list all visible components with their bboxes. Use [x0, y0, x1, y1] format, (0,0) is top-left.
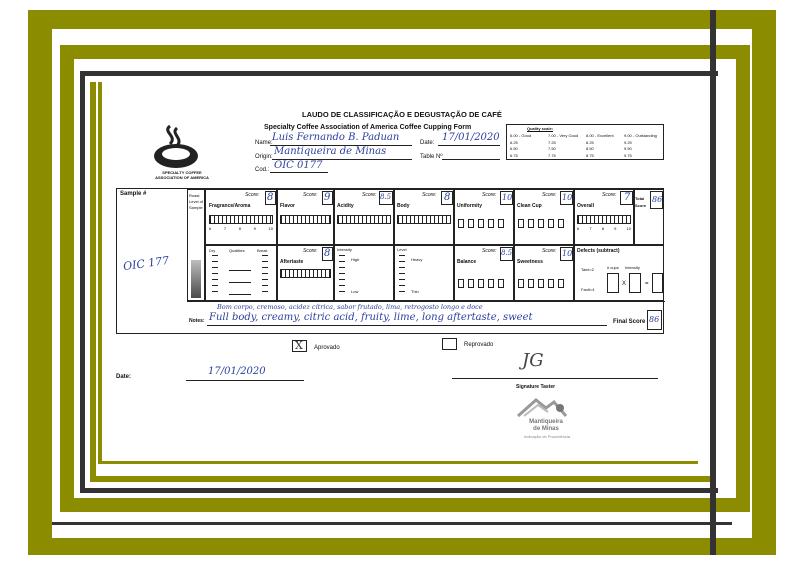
final-score-label: Final Score	[613, 319, 646, 325]
overall-label: Overall	[577, 203, 594, 209]
heavy-label: Heavy	[411, 257, 423, 262]
roast-label: Roast Level of Sample	[189, 193, 204, 210]
acidity-ruler	[337, 215, 391, 224]
dry-label: Dry	[209, 248, 216, 253]
balance-score: 8.5	[500, 247, 513, 261]
quality-scale	[506, 124, 664, 160]
thin-label: Thin	[411, 289, 419, 294]
date-line-top	[438, 145, 500, 146]
sweetness-label: Sweetness	[517, 259, 543, 265]
flavor-score: 9	[322, 191, 333, 205]
rejected-checkbox[interactable]	[442, 338, 457, 350]
quality-scale-cell: 7.50	[548, 146, 556, 151]
rejected-label: Reprovado	[464, 342, 494, 348]
quality-scale-cell: 9.25	[624, 139, 632, 145]
overall-score: 7	[620, 191, 633, 205]
form-title: LAUDO DE CLASSIFICAÇÃO E DEGUSTAÇÃO DE CAFÉ	[302, 110, 502, 119]
score-sheet	[116, 188, 664, 334]
quality-scale-cell: 6.25	[510, 139, 518, 145]
cups-label: # cups	[607, 265, 619, 270]
equals-sign: =	[645, 281, 649, 287]
overall-ruler	[577, 215, 631, 224]
quality-scale-cell: 8.75	[586, 152, 594, 158]
quality-scale-cell: 6.50	[510, 146, 518, 151]
break-label: Break	[257, 248, 268, 253]
signature-label: Signature Taster	[516, 384, 556, 390]
origin-value: Mantiqueira de Minas	[274, 146, 387, 157]
aftertaste-score-label: Score:	[303, 248, 318, 254]
roast-level	[187, 189, 205, 301]
uniformity-score: 10	[500, 191, 513, 205]
sweetness-score: 10	[560, 247, 573, 261]
cod-line	[270, 172, 328, 173]
fragrance-score-label: Score:	[245, 192, 260, 198]
taint-label: Taint=2	[581, 267, 595, 272]
approved-label: Aprovado	[314, 345, 340, 351]
date-value-bottom: 17/01/2020	[208, 366, 266, 377]
quality-scale-cell: 7.75	[548, 152, 556, 158]
date-line-bottom	[186, 380, 304, 381]
brand-tag: Indicação de Procedência	[524, 434, 571, 439]
body-label: Body	[397, 203, 410, 209]
fragrance-ruler	[209, 215, 273, 224]
dry-scale	[212, 255, 218, 295]
mountain-logo-icon	[516, 396, 568, 418]
level-label: Level	[397, 247, 407, 252]
date-label-bottom: Date:	[116, 374, 132, 380]
notes-line2: Full body, creamy, citric acid, fruity, lime, long aftertaste, sweet	[209, 312, 533, 323]
quality-scale-cell: 8.50	[586, 146, 594, 151]
body-ruler	[397, 215, 451, 224]
times-sign: X	[622, 281, 627, 287]
table-line	[442, 159, 500, 160]
flavor-score-label: Score:	[303, 192, 318, 198]
date-label-top: Date:	[420, 140, 435, 146]
fragrance-score: 8	[265, 191, 276, 205]
clean-cup-label: Clean Cup	[517, 203, 542, 209]
quality-scale-title: Quality scale:	[527, 126, 554, 131]
acidity-score-label: Score:	[362, 192, 377, 198]
balance-score-label: Score:	[482, 248, 497, 254]
clean-cup-score: 10	[560, 191, 573, 205]
body-score: 8	[441, 191, 453, 205]
total-label: Total Score	[635, 196, 647, 208]
quality-scale-cell: 9.75	[624, 152, 632, 158]
clean-cup-score-label: Score:	[542, 192, 557, 198]
quality-scale-cell: 8.25	[586, 139, 594, 145]
logo-text: SPECIALTY COFFEE ASSOCIATION OF AMERICA	[155, 170, 209, 180]
qualities-lines	[229, 259, 251, 295]
quality-scale-cell: 7.00 - Very Good	[548, 133, 579, 138]
quality-scale-cell: 6.00 - Good	[510, 133, 532, 138]
quality-scale-cell: 9.50	[624, 146, 632, 151]
cod-value: OIC 0177	[274, 160, 323, 171]
signature-scribble: JG	[522, 350, 544, 371]
brand-name: Mantiqueira de Minas	[529, 419, 563, 432]
intensity-scale	[339, 255, 345, 295]
final-score: 86	[647, 310, 662, 330]
sweetness-score-label: Score:	[542, 248, 557, 254]
quality-scale-cell: 9.00 - Outstanding	[624, 133, 657, 138]
cod-label: Cod.:	[255, 167, 270, 173]
acidity-label: Acidity	[337, 203, 354, 209]
balance-label: Balance	[457, 259, 477, 265]
defects-label: Defects (subtract)	[577, 248, 620, 254]
intensity-input[interactable]	[629, 273, 641, 293]
body-score-label: Score:	[422, 192, 437, 198]
quality-scale-cell: 6.75	[510, 152, 518, 158]
fault-label: Fault=4	[581, 287, 595, 292]
acidity-score: 8.5	[379, 191, 393, 205]
intensity2-label: Intensity	[625, 265, 640, 270]
qualities-label: Qualities	[229, 248, 245, 253]
cupping-form	[98, 82, 698, 464]
flavor-ruler	[280, 215, 331, 224]
high-label: High	[351, 257, 360, 262]
table-label: Table Nº	[420, 154, 443, 160]
break-scale	[262, 255, 268, 295]
approved-checkbox[interactable]: X	[292, 340, 307, 352]
aftertaste-score: 8	[322, 247, 333, 261]
defect-result[interactable]	[652, 273, 663, 293]
uniformity-label: Uniformity	[457, 203, 482, 209]
aftertaste-ruler	[280, 269, 331, 278]
sample-label: Sample #	[120, 191, 147, 197]
notes-line1: Bom corpo, cremoso, acidez cítrica, sabor frutado, lima, retrogosto longo e doce	[217, 303, 483, 311]
form-subtitle: Specialty Coffee Association of America Coffee Cupping Form	[264, 124, 472, 131]
name-label: Name:	[255, 140, 273, 146]
uniformity-score-label: Score:	[482, 192, 497, 198]
overall-score-label: Score:	[602, 192, 617, 198]
origin-label: Origin:	[255, 154, 273, 160]
notes-underline	[207, 325, 607, 326]
cups-input[interactable]	[607, 273, 619, 293]
flavor-label: Flavor	[280, 203, 296, 209]
notes-label: Notes:	[189, 318, 205, 324]
low-label: Low	[351, 289, 359, 294]
date-value-top: 17/01/2020	[442, 132, 500, 143]
sample-value: OIC 177	[122, 253, 170, 274]
roast-swatch	[191, 260, 201, 298]
quality-scale-cell: 8.00 - Excellent	[586, 133, 614, 138]
level-scale	[399, 255, 405, 295]
total-score: 86	[650, 191, 663, 209]
notes-divider	[187, 301, 665, 302]
fragrance-label: Fragrance/Aroma	[209, 203, 251, 209]
aftertaste-label: Aftertaste	[280, 259, 304, 265]
overall-ticks: 6 7 8 9 10	[577, 226, 631, 231]
quality-scale-cell: 7.25	[548, 139, 556, 145]
intensity-label: Intensity	[337, 247, 352, 252]
signature-line	[452, 378, 658, 379]
name-value: Luis Fernando B. Paduan	[272, 132, 400, 143]
fragrance-ticks: 6 7 8 9 10	[209, 226, 273, 231]
cup-logo-icon	[152, 122, 207, 172]
